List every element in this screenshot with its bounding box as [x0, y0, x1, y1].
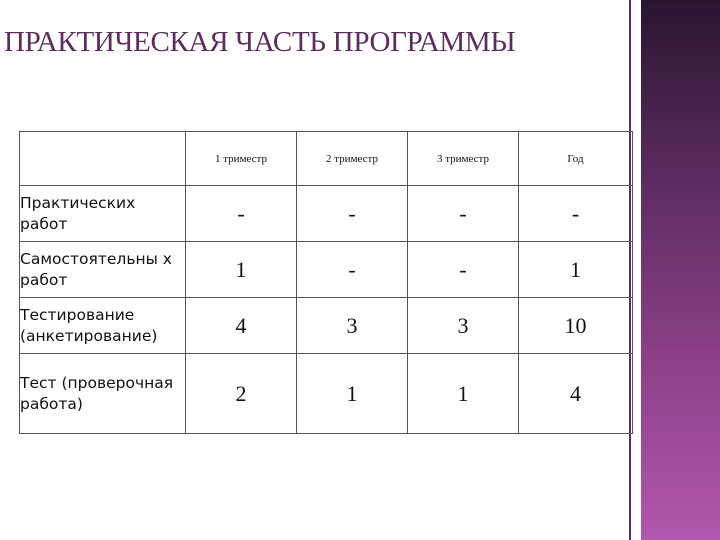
value-cell: 2 [186, 354, 297, 434]
row-label: Самостоятельны х работ [20, 242, 186, 298]
table-row [20, 186, 633, 242]
decorative-side-band [641, 0, 720, 540]
header-cell-trimester-1: 1 триместр [186, 132, 297, 186]
value-cell: 3 [408, 298, 519, 354]
table-header-row [20, 132, 633, 186]
header-cell-trimester-3: 3 триместр [408, 132, 519, 186]
table-row [20, 242, 633, 298]
row-label: Тестирование (анкетирование) [20, 298, 186, 354]
value-cell: - [297, 242, 408, 298]
value-cell: - [186, 186, 297, 242]
header-cell-empty [20, 132, 186, 186]
row-label: Тест (проверочная работа) [20, 354, 186, 434]
value-cell: 4 [519, 354, 633, 434]
header-cell-year: Год [519, 132, 633, 186]
value-cell: 4 [186, 298, 297, 354]
page-title: ПРАКТИЧЕСКАЯ ЧАСТЬ ПРОГРАММЫ [4, 26, 516, 58]
table-row [20, 354, 633, 434]
value-cell: - [519, 186, 633, 242]
value-cell: - [408, 242, 519, 298]
value-cell: 1 [297, 354, 408, 434]
value-cell: 10 [519, 298, 633, 354]
table-row [20, 298, 633, 354]
header-cell-trimester-2: 2 триместр [297, 132, 408, 186]
row-label: Практических работ [20, 186, 186, 242]
value-cell: 1 [186, 242, 297, 298]
value-cell: 1 [519, 242, 633, 298]
value-cell: 1 [408, 354, 519, 434]
value-cell: - [297, 186, 408, 242]
value-cell: - [408, 186, 519, 242]
program-table [19, 131, 633, 434]
value-cell: 3 [297, 298, 408, 354]
